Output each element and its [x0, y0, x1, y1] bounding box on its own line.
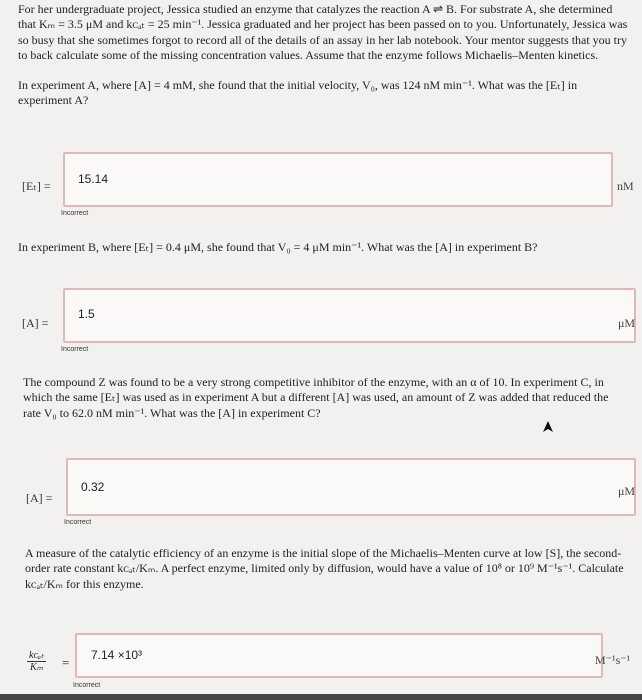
a-b-status: Incorrect — [61, 346, 89, 353]
et-status: Incorrect — [61, 210, 89, 217]
kcat-km-answer-value: 7.14 ×10³ — [91, 648, 143, 662]
kcat-km-label — [27, 650, 46, 673]
a-c-unit: μM — [618, 484, 636, 498]
kcat-km-answer-field[interactable] — [75, 633, 603, 678]
a-b-label: [A] = — [22, 316, 49, 330]
experiment-b-question: In experiment B, where [Eₜ] = 0.4 μM, she found that V₀ = 4 μM min⁻¹. What was the [A] in experiment B? — [18, 240, 538, 254]
equals-sign: = — [62, 655, 70, 670]
a-c-label: [A] = — [26, 491, 53, 505]
experiment-a-question: In experiment A, where [A] = 4 mM, she found that the initial velocity, V₀, was 124 nM min⁻¹. What was the [Eₜ] in experiment A? — [18, 78, 578, 108]
bottom-divider — [0, 694, 642, 700]
kcat-km-status: Incorrect — [73, 682, 101, 689]
a-b-answer-field[interactable] — [63, 288, 636, 343]
et-answer-field[interactable] — [63, 152, 613, 207]
et-label: [Eₜ] = — [22, 179, 51, 193]
km-denominator: Kₘ — [29, 662, 43, 673]
a-b-unit: μM — [618, 316, 636, 330]
et-answer-value: 15.14 — [78, 172, 109, 186]
a-b-answer-value: 1.5 — [78, 307, 95, 321]
a-c-status: Incorrect — [64, 519, 92, 526]
mouse-cursor-icon — [541, 420, 555, 434]
kcat-numerator: kᴄₐₜ — [29, 650, 44, 661]
efficiency-question: A measure of the catalytic efficiency of an enzyme is the initial slope of the Michaelis–Menten curve at low [S], the second-order rate constant kᴄₐₜ/Kₘ. A perfect enzyme, limited only by diffusion, would have a value of 10⁸ or 10⁹ M⁻¹s⁻¹. Calculate kᴄₐₜ/Kₘ for this enzyme. — [25, 546, 624, 591]
a-c-answer-field[interactable] — [66, 458, 636, 516]
intro-paragraph: For her undergraduate project, Jessica studied an enzyme that catalyzes the reaction A ⇌ B. For substrate A, she determined that Kₘ = 3.5 μM and kᴄₐₜ = 25 min⁻¹. Jessica graduated and her project has been passed on to you. Unfortunately, Jessica was so busy that she sometimes forgot to record all of the details of an assay in her lab notebook. Your mentor suggests that you try to back calculate some of the missing concentration values. Assume that the enzyme follows Michaelis–Menten kinetics. — [18, 2, 628, 63]
experiment-c-question: The compound Z was found to be a very strong competitive inhibitor of the enzyme, with an α of 10. In experiment C, in which the same [Eₜ] was used as in experiment A but a different [A] was used, an amount of Z was added that reduced the rate V₀ to 62.0 nM min⁻¹. What was the [A] in experiment C? — [23, 375, 609, 420]
a-c-answer-value: 0.32 — [81, 480, 105, 494]
kcat-km-unit: M⁻¹s⁻¹ — [595, 653, 631, 667]
et-unit: nM — [617, 179, 634, 193]
